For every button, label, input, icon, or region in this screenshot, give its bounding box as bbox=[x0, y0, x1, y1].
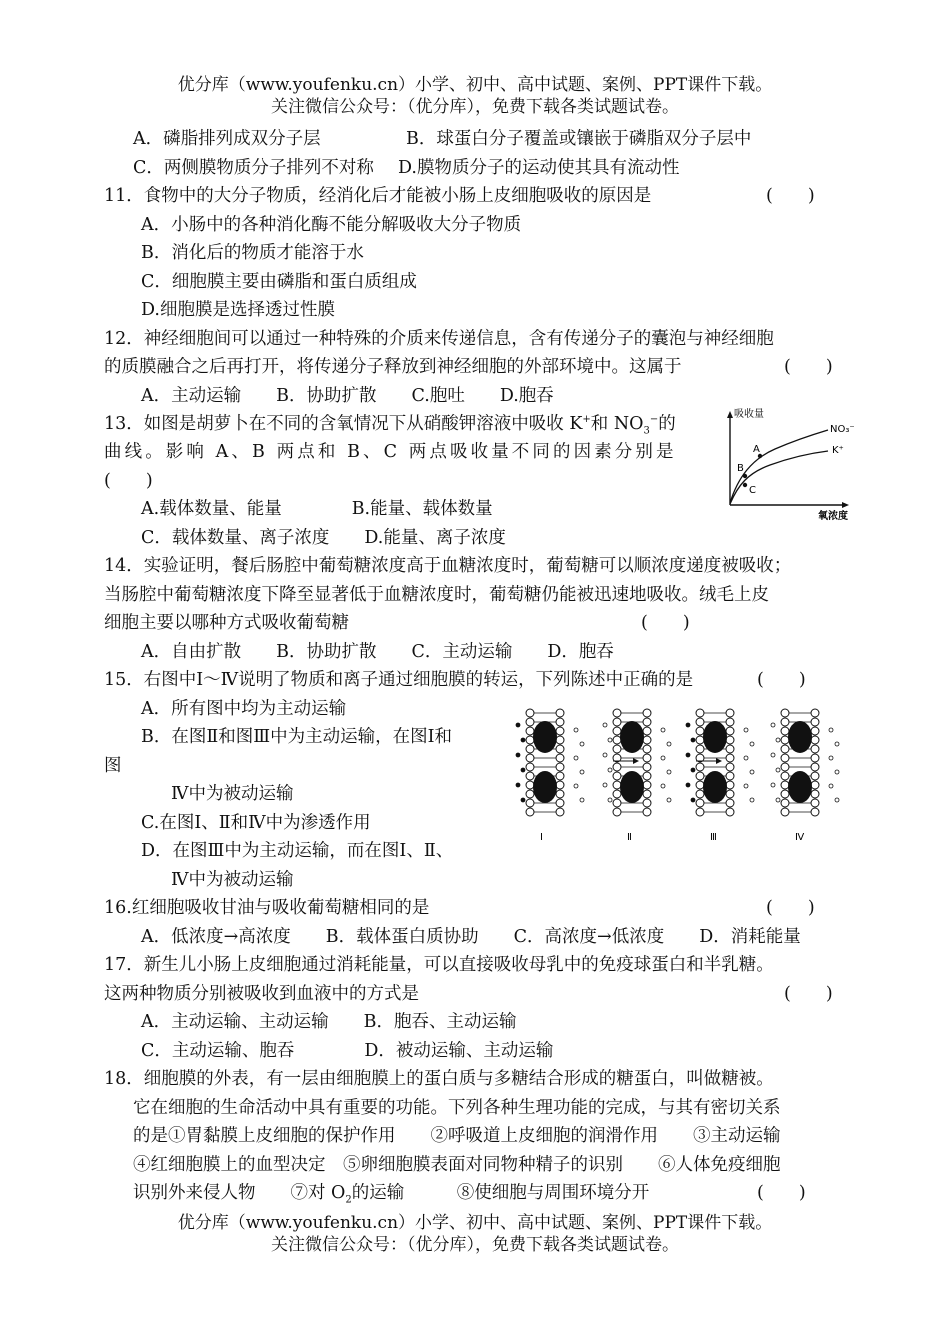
q12-options: A．主动运输 B．协助扩散 C.胞吐 D.胞吞 bbox=[141, 386, 554, 406]
lipid-head-1 bbox=[556, 772, 564, 780]
transport-arrowhead-2 bbox=[633, 758, 639, 764]
membrane-protein-3 bbox=[703, 721, 727, 753]
q14-stem-line1: 14．实验证明，餐后肠腔中葡萄糖浓度高于血糖浓度时，葡萄糖可以顺浓度递度被吸收； bbox=[104, 556, 792, 576]
lipid-head-2 bbox=[643, 790, 651, 798]
lipid-head-4 bbox=[781, 727, 789, 735]
point-b-label: B bbox=[737, 463, 744, 474]
lipid-head-2 bbox=[613, 727, 621, 735]
q10-option-a: A．磷脂排列成双分子层 bbox=[133, 129, 321, 149]
lipid-head-4 bbox=[781, 772, 789, 780]
q13-options-cd: C．载体数量、离子浓度 D.能量、离子浓度 bbox=[141, 528, 506, 548]
o2-subscript: 2 bbox=[345, 1194, 352, 1206]
transport-arrowhead-3 bbox=[716, 758, 722, 764]
lipid-head-1 bbox=[556, 745, 564, 753]
solute-molecule-4 bbox=[835, 770, 839, 774]
q16-stem: 16.红细胞吸收甘油与吸收葡萄糖相同的是 bbox=[104, 898, 430, 918]
solute-molecule-1 bbox=[521, 768, 525, 772]
q18-stem-line3: 的是①胃黏膜上皮细胞的保护作用 ②呼吸道上皮细胞的润滑作用 ③主动运输 bbox=[133, 1126, 781, 1146]
lipid-head-2 bbox=[613, 763, 621, 771]
lipid-head-2 bbox=[613, 790, 621, 798]
lipid-head-4 bbox=[811, 718, 819, 726]
solute-molecule-1 bbox=[574, 756, 578, 760]
lipid-head-2 bbox=[613, 799, 621, 807]
solute-molecule-2 bbox=[661, 784, 665, 788]
lipid-head-3 bbox=[726, 727, 734, 735]
lipid-head-1 bbox=[526, 718, 534, 726]
solute-molecule-2 bbox=[608, 768, 612, 772]
membrane-protein-4 bbox=[788, 721, 812, 753]
lipid-head-3 bbox=[726, 718, 734, 726]
lipid-head-2 bbox=[613, 736, 621, 744]
solute-molecule-4 bbox=[776, 798, 780, 802]
q17-options-cd: C．主动运输、胞吞 D．被动运输、主动运输 bbox=[141, 1041, 554, 1061]
solute-molecule-3 bbox=[744, 784, 748, 788]
q17-stem-line2: 这两种物质分别被吸收到血液中的方式是 bbox=[104, 984, 419, 1004]
lipid-head-4 bbox=[811, 754, 819, 762]
lipid-head-4 bbox=[781, 781, 789, 789]
lipid-head-4 bbox=[781, 718, 789, 726]
solute-molecule-1 bbox=[516, 753, 520, 757]
lipid-head-3 bbox=[696, 799, 704, 807]
lipid-head-3 bbox=[726, 808, 734, 816]
q18-stem-line2: 它在细胞的生命活动中具有重要的功能。下列各种生理功能的完成，与其有密切关系 bbox=[133, 1098, 781, 1118]
q13-stem-text: 13．如图是胡萝卜在不同的含氧情况下从硝酸钾溶液中吸收 K bbox=[104, 414, 583, 434]
q10-option-d: D.膜物质分子的运动使其具有流动性 bbox=[398, 158, 680, 178]
page-header-line1: 优分库（www.youfenku.cn）小学、初中、高中试题、案例、PPT课件下载。 bbox=[177, 75, 773, 95]
solute-molecule-2 bbox=[603, 753, 607, 757]
lipid-head-3 bbox=[696, 718, 704, 726]
q14-answer-paren: ( ) bbox=[641, 613, 690, 633]
solute-molecule-2 bbox=[661, 756, 665, 760]
solute-molecule-2 bbox=[667, 798, 671, 802]
lipid-head-1 bbox=[526, 808, 534, 816]
solute-molecule-3 bbox=[750, 798, 754, 802]
panel-label-2: Ⅱ bbox=[627, 832, 632, 843]
q18-answer-paren: ( ) bbox=[757, 1183, 806, 1203]
solute-molecule-4 bbox=[829, 728, 833, 732]
solute-molecule-1 bbox=[521, 798, 525, 802]
lipid-head-1 bbox=[526, 736, 534, 744]
lipid-head-4 bbox=[781, 736, 789, 744]
solute-molecule-3 bbox=[686, 723, 690, 727]
lipid-head-4 bbox=[781, 754, 789, 762]
q12-answer-paren: ( ) bbox=[784, 357, 833, 377]
lipid-head-2 bbox=[643, 754, 651, 762]
panel-label-1: Ⅰ bbox=[540, 832, 543, 843]
lipid-head-1 bbox=[526, 772, 534, 780]
solute-molecule-4 bbox=[776, 768, 780, 772]
lipid-head-3 bbox=[696, 790, 704, 798]
lipid-head-4 bbox=[781, 745, 789, 753]
solute-molecule-2 bbox=[608, 798, 612, 802]
solute-molecule-4 bbox=[771, 783, 775, 787]
lipid-head-1 bbox=[556, 763, 564, 771]
lipid-head-1 bbox=[556, 718, 564, 726]
solute-molecule-3 bbox=[744, 728, 748, 732]
q14-stem-line2: 当肠腔中葡萄糖浓度下降至显著低于血糖浓度时，葡萄糖仍能被迅速地吸收。绒毛上皮 bbox=[104, 585, 769, 605]
lipid-head-1 bbox=[556, 799, 564, 807]
lipid-head-1 bbox=[526, 790, 534, 798]
lipid-head-3 bbox=[696, 727, 704, 735]
solute-molecule-1 bbox=[574, 728, 578, 732]
q14-stem-line3: 细胞主要以哪种方式吸收葡萄糖 bbox=[104, 613, 349, 633]
chart-x-label: 氧浓度 bbox=[818, 511, 848, 522]
page-footer-line1: 优分库（www.youfenku.cn）小学、初中、高中试题、案例、PPT课件下载。 bbox=[177, 1213, 773, 1233]
q11-option-c: C．细胞膜主要由磷脂和蛋白质组成 bbox=[141, 272, 417, 292]
lipid-head-3 bbox=[726, 745, 734, 753]
lipid-head-4 bbox=[811, 772, 819, 780]
lipid-head-1 bbox=[556, 781, 564, 789]
solute-molecule-3 bbox=[750, 742, 754, 746]
lipid-head-3 bbox=[696, 772, 704, 780]
solute-molecule-1 bbox=[516, 783, 520, 787]
membrane-protein-1 bbox=[533, 721, 557, 753]
lipid-head-4 bbox=[811, 727, 819, 735]
solute-molecule-4 bbox=[829, 784, 833, 788]
lipid-head-1 bbox=[556, 727, 564, 735]
lipid-head-4 bbox=[781, 709, 789, 717]
lipid-head-3 bbox=[696, 709, 704, 717]
q18-stem-line5 bbox=[133, 1181, 649, 1205]
lipid-head-1 bbox=[526, 763, 534, 771]
solute-molecule-4 bbox=[771, 753, 775, 757]
lipid-head-2 bbox=[613, 709, 621, 717]
q18-stem-line1: 18．细胞膜的外表，有一层由细胞膜上的蛋白质与多糖结合形成的糖蛋白，叫做糖被。 bbox=[104, 1069, 774, 1089]
q15-membrane-transport-figure bbox=[515, 705, 850, 847]
curve-no3-label: NO₃⁻ bbox=[830, 424, 855, 435]
solute-molecule-3 bbox=[686, 783, 690, 787]
lipid-head-2 bbox=[643, 799, 651, 807]
lipid-head-1 bbox=[526, 799, 534, 807]
curve-k-label: K⁺ bbox=[832, 445, 844, 456]
solute-molecule-2 bbox=[603, 723, 607, 727]
q11-option-a: A．小肠中的各种消化酶不能分解吸收大分子物质 bbox=[141, 215, 522, 235]
q11-answer-paren: ( ) bbox=[766, 186, 815, 206]
lipid-head-2 bbox=[643, 781, 651, 789]
lipid-head-1 bbox=[556, 709, 564, 717]
q17-stem-line1: 17．新生儿小肠上皮细胞通过消耗能量，可以直接吸收母乳中的免疫球蛋白和半乳糖。 bbox=[104, 955, 774, 975]
lipid-head-3 bbox=[726, 736, 734, 744]
q18-stem5-text2: 的运输 ⑧使细胞与周围环境分开 bbox=[351, 1183, 650, 1203]
q14-options: A．自由扩散 B．协助扩散 C．主动运输 D．胞吞 bbox=[141, 642, 614, 662]
solute-molecule-4 bbox=[776, 738, 780, 742]
q15-option-b-line3: Ⅳ中为被动运输 bbox=[171, 784, 294, 804]
q11-option-d: D.细胞膜是选择透过性膜 bbox=[141, 300, 335, 320]
lipid-head-3 bbox=[726, 763, 734, 771]
lipid-head-1 bbox=[526, 709, 534, 717]
solute-molecule-4 bbox=[829, 756, 833, 760]
lipid-head-1 bbox=[556, 754, 564, 762]
q18-stem-line4: ④红细胞膜上的血型决定 ⑤卵细胞膜表面对同物种精子的识别 ⑥人体免疫细胞 bbox=[133, 1155, 781, 1175]
lipid-head-3 bbox=[726, 772, 734, 780]
q16-answer-paren: ( ) bbox=[766, 898, 815, 918]
q13-stem-line3: ( ) bbox=[104, 471, 153, 491]
point-a-label: A bbox=[753, 444, 760, 455]
solute-molecule-4 bbox=[835, 742, 839, 746]
solute-molecule-3 bbox=[691, 738, 695, 742]
lipid-head-4 bbox=[811, 790, 819, 798]
lipid-head-4 bbox=[811, 799, 819, 807]
solute-molecule-1 bbox=[580, 770, 584, 774]
q13-stem-text3: 的 bbox=[658, 414, 676, 434]
lipid-head-3 bbox=[726, 790, 734, 798]
q10-option-b: B．球蛋白分子覆盖或镶嵌于磷脂双分子层中 bbox=[406, 129, 752, 149]
q12-stem-line2: 的质膜融合之后再打开，将传递分子释放到神经细胞的外部环境中。这属于 bbox=[104, 357, 682, 377]
lipid-head-2 bbox=[613, 781, 621, 789]
point-c-label: C bbox=[749, 485, 756, 496]
lipid-head-4 bbox=[811, 745, 819, 753]
no3-subscript: 3 bbox=[643, 425, 650, 437]
solute-molecule-3 bbox=[750, 770, 754, 774]
lipid-head-4 bbox=[811, 736, 819, 744]
lipid-head-4 bbox=[781, 808, 789, 816]
q17-options-ab: A．主动运输、主动运输 B．胞吞、主动运输 bbox=[141, 1012, 517, 1032]
chart-y-arrow bbox=[727, 411, 733, 418]
q16-options: A．低浓度→高浓度 B．载体蛋白质协助 C．高浓度→低浓度 D．消耗能量 bbox=[141, 927, 801, 947]
page-header-line2: 关注微信公众号：（优分库），免费下载各类试题试卷。 bbox=[271, 97, 679, 117]
q10-option-c: C．两侧膜物质分子排列不对称 bbox=[133, 158, 374, 178]
lipid-head-4 bbox=[811, 781, 819, 789]
lipid-head-4 bbox=[781, 799, 789, 807]
solute-molecule-1 bbox=[521, 738, 525, 742]
solute-molecule-2 bbox=[667, 770, 671, 774]
q15-option-d-line1: D．在图Ⅲ中为主动运输，而在图Ⅰ、Ⅱ、 bbox=[141, 841, 454, 861]
lipid-head-2 bbox=[643, 745, 651, 753]
lipid-head-2 bbox=[613, 718, 621, 726]
panel-label-3: Ⅲ bbox=[710, 832, 717, 843]
lipid-head-1 bbox=[556, 790, 564, 798]
point-c-dot bbox=[743, 483, 747, 487]
solute-molecule-1 bbox=[574, 784, 578, 788]
q13-stem-line2: 曲线。影响 A、B 两点和 B、C 两点吸收量不同的因素分别是 bbox=[104, 442, 677, 462]
lipid-head-1 bbox=[556, 808, 564, 816]
no3-charge: − bbox=[649, 414, 659, 426]
lipid-head-4 bbox=[811, 763, 819, 771]
curve-no3 bbox=[730, 430, 828, 503]
solute-molecule-2 bbox=[603, 783, 607, 787]
membrane-protein-3 bbox=[703, 771, 727, 803]
lipid-head-4 bbox=[811, 808, 819, 816]
lipid-head-2 bbox=[613, 808, 621, 816]
membrane-protein-1 bbox=[533, 771, 557, 803]
lipid-head-4 bbox=[811, 709, 819, 717]
lipid-head-2 bbox=[643, 763, 651, 771]
lipid-head-1 bbox=[526, 754, 534, 762]
lipid-head-2 bbox=[613, 772, 621, 780]
lipid-head-3 bbox=[696, 763, 704, 771]
lipid-head-3 bbox=[696, 745, 704, 753]
lipid-head-2 bbox=[643, 718, 651, 726]
solute-molecule-3 bbox=[691, 798, 695, 802]
lipid-head-1 bbox=[526, 781, 534, 789]
solute-molecule-3 bbox=[686, 753, 690, 757]
membrane-protein-4 bbox=[788, 771, 812, 803]
lipid-head-3 bbox=[696, 808, 704, 816]
q15-stem: 15．右图中Ⅰ～Ⅳ说明了物质和离子通过细胞膜的转运，下列陈述中正确的是 bbox=[104, 670, 694, 690]
membrane-protein-2 bbox=[620, 771, 644, 803]
lipid-head-4 bbox=[781, 763, 789, 771]
q15-option-d-line2: Ⅳ中为被动运输 bbox=[171, 870, 294, 890]
q13-absorption-chart bbox=[720, 405, 860, 523]
k-charge: + bbox=[582, 414, 591, 426]
q17-answer-paren: ( ) bbox=[784, 984, 833, 1004]
lipid-head-2 bbox=[643, 808, 651, 816]
lipid-head-3 bbox=[726, 754, 734, 762]
solute-molecule-3 bbox=[744, 756, 748, 760]
q11-option-b: B．消化后的物质才能溶于水 bbox=[141, 243, 364, 263]
q13-stem-line1 bbox=[104, 412, 676, 436]
q15-option-a: A．所有图中均为主动运输 bbox=[141, 699, 347, 719]
lipid-head-3 bbox=[726, 799, 734, 807]
solute-molecule-4 bbox=[835, 798, 839, 802]
q13-stem-text2: 和 NO bbox=[590, 414, 644, 434]
lipid-head-1 bbox=[556, 736, 564, 744]
solute-molecule-2 bbox=[661, 728, 665, 732]
lipid-head-2 bbox=[643, 727, 651, 735]
chart-y-label: 吸收量 bbox=[734, 409, 764, 420]
q13-options-ab: A.载体数量、能量 B.能量、载体数量 bbox=[141, 499, 493, 519]
point-b-dot bbox=[743, 474, 747, 478]
lipid-head-3 bbox=[726, 709, 734, 717]
page-footer-line2: 关注微信公众号：（优分库），免费下载各类试题试卷。 bbox=[271, 1235, 679, 1255]
membrane-protein-2 bbox=[620, 721, 644, 753]
panel-label-4: Ⅳ bbox=[795, 832, 805, 843]
q15-answer-paren: ( ) bbox=[757, 670, 806, 690]
solute-molecule-1 bbox=[516, 723, 520, 727]
lipid-head-3 bbox=[696, 781, 704, 789]
lipid-head-2 bbox=[643, 709, 651, 717]
solute-molecule-4 bbox=[771, 723, 775, 727]
lipid-head-2 bbox=[643, 736, 651, 744]
q15-option-b-line1: B．在图Ⅱ和图Ⅲ中为主动运输，在图Ⅰ和 bbox=[141, 727, 453, 747]
solute-molecule-3 bbox=[691, 768, 695, 772]
lipid-head-2 bbox=[613, 745, 621, 753]
q11-stem: 11．食物中的大分子物质，经消化后才能被小肠上皮细胞吸收的原因是 bbox=[104, 186, 652, 206]
lipid-head-4 bbox=[781, 790, 789, 798]
q15-option-b-line2: 图 bbox=[104, 756, 122, 776]
solute-molecule-1 bbox=[580, 798, 584, 802]
lipid-head-3 bbox=[726, 781, 734, 789]
q15-option-c: C.在图Ⅰ、Ⅱ和Ⅳ中为渗透作用 bbox=[141, 813, 371, 833]
solute-molecule-2 bbox=[608, 738, 612, 742]
lipid-head-3 bbox=[696, 736, 704, 744]
q12-stem-line1: 12．神经细胞间可以通过一种特殊的介质来传递信息，含有传递分子的囊泡与神经细胞 bbox=[104, 329, 774, 349]
solute-molecule-1 bbox=[580, 742, 584, 746]
solute-molecule-2 bbox=[667, 742, 671, 746]
lipid-head-1 bbox=[526, 745, 534, 753]
lipid-head-2 bbox=[643, 772, 651, 780]
q18-stem5-text: 识别外来侵人物 ⑦对 O bbox=[133, 1183, 346, 1203]
lipid-head-1 bbox=[526, 727, 534, 735]
chart-x-arrow bbox=[842, 502, 849, 508]
